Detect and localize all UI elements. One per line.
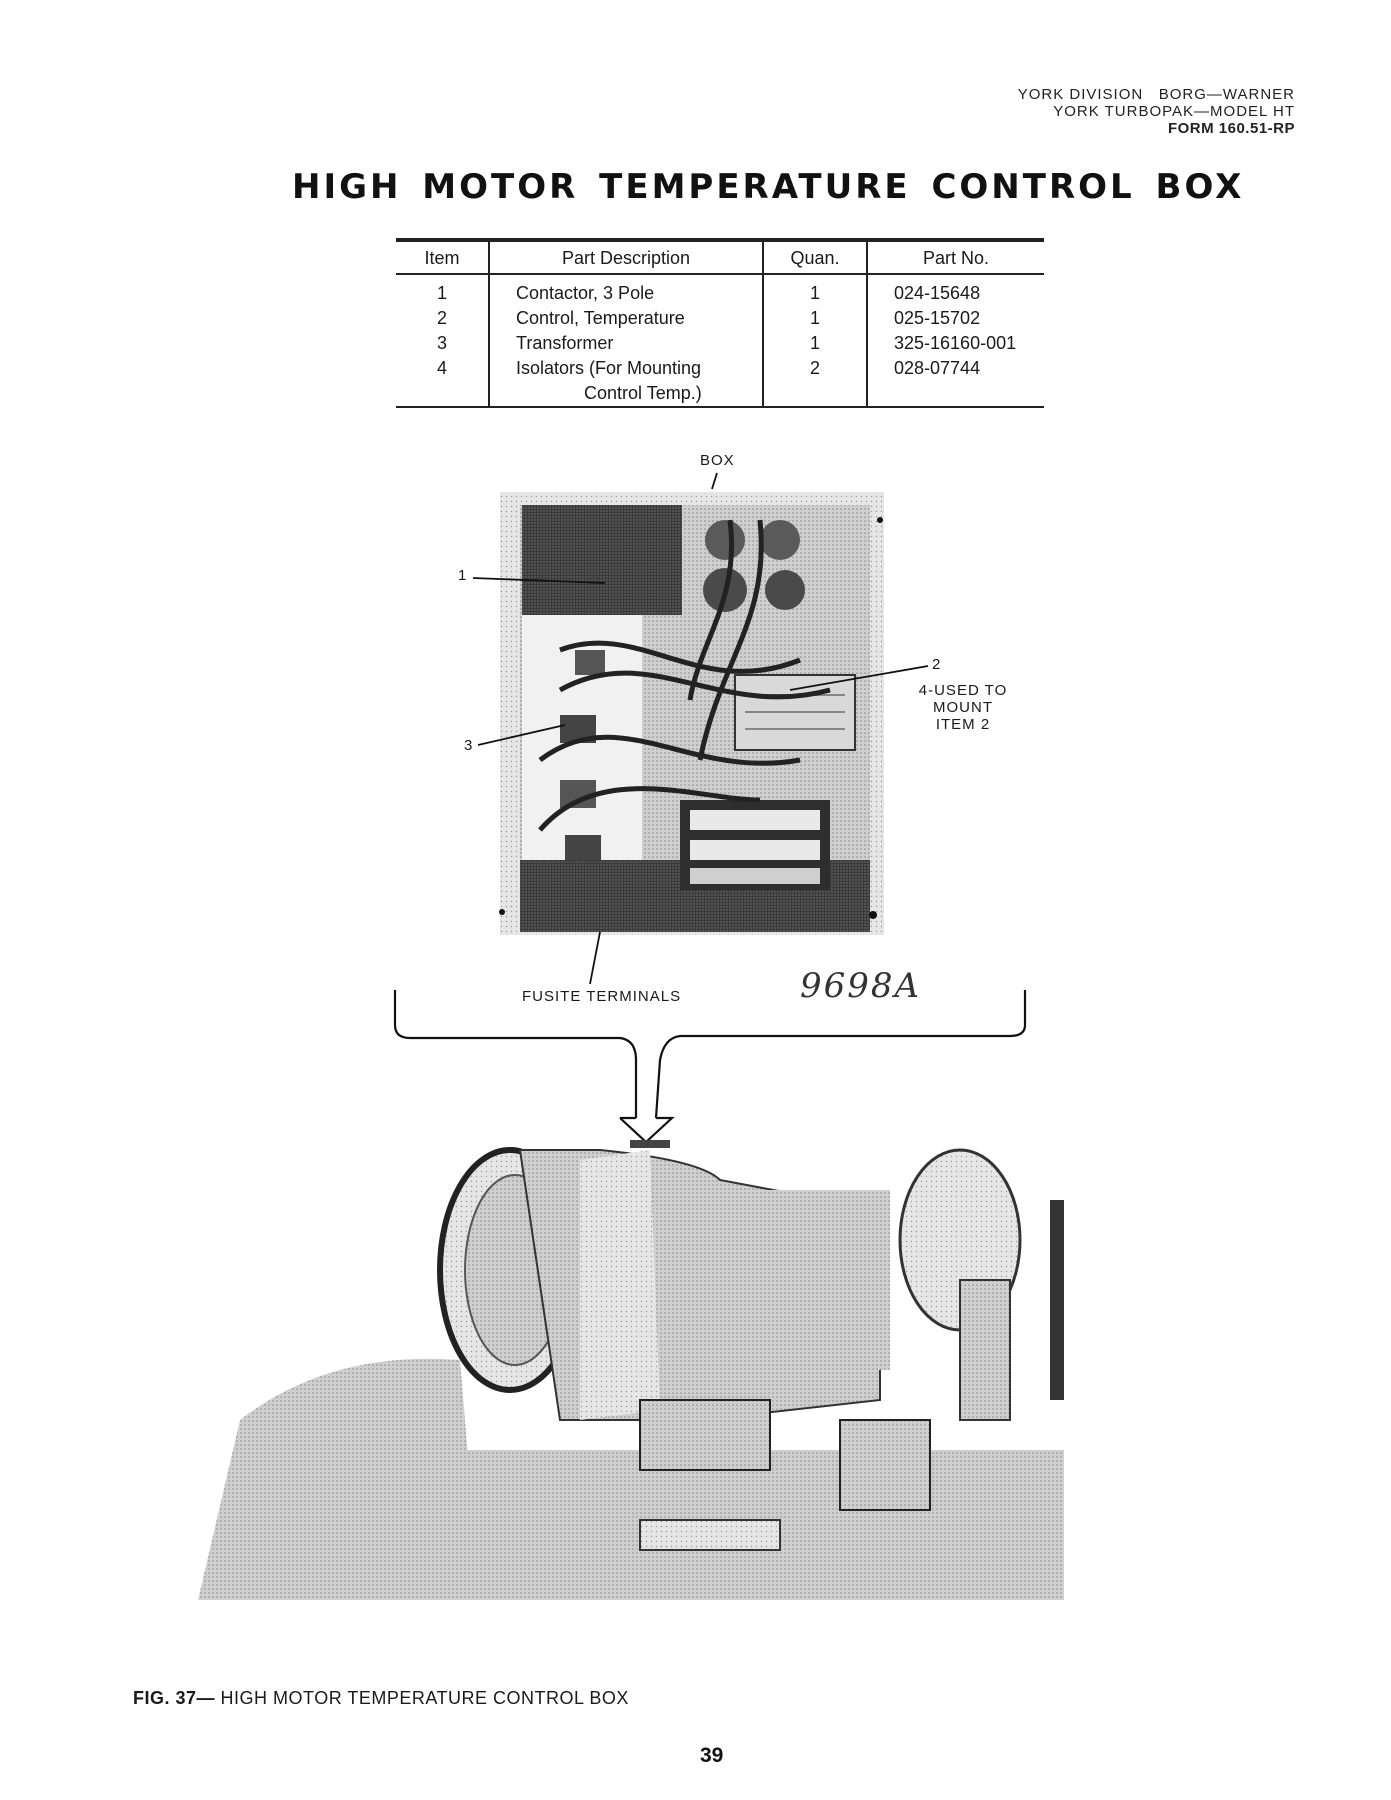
cell-description: Contactor, 3 Pole	[489, 274, 763, 306]
motor-assembly-photo	[198, 1140, 1064, 1600]
cell-description: Control, Temperature	[489, 306, 763, 331]
note-line: MOUNT	[933, 699, 993, 716]
header-form-number: FORM 160.51-RP	[1167, 120, 1295, 137]
cell-item: 2	[436, 308, 447, 328]
cell-part-no: 025-15702	[867, 306, 1044, 331]
control-box-photo	[499, 492, 884, 935]
cell-item: 4	[436, 358, 447, 378]
col-header-item: Item	[396, 240, 489, 274]
description-line-1: Isolators (For Mounting	[516, 358, 702, 378]
cell-quantity: 1	[763, 306, 867, 331]
cell-quantity: 1	[763, 331, 867, 356]
callout-fusite-terminals: FUSITE TERMINALS	[522, 988, 682, 1005]
callout-item-2-note	[908, 682, 1018, 733]
cell-quantity: 2	[763, 356, 867, 407]
callout-box-label: BOX	[700, 452, 735, 469]
cell-part-no: 028-07744	[867, 356, 1044, 407]
callout-item-2: 2	[932, 656, 942, 673]
cell-part-no: 024-15648	[867, 274, 1044, 306]
note-line: ITEM 2	[935, 716, 991, 733]
header-model: YORK TURBOPAK—MODEL HT	[1053, 103, 1295, 120]
col-header-part-no: Part No.	[867, 240, 1044, 274]
note-line: 4-USED TO	[918, 682, 1008, 699]
col-header-description: Part Description	[489, 240, 763, 274]
callout-item-1: 1	[458, 567, 468, 584]
col-header-quantity: Quan.	[763, 240, 867, 274]
figure-caption	[133, 1688, 629, 1709]
description-line-2: Control Temp.)	[584, 383, 702, 403]
figure-caption-text: HIGH MOTOR TEMPERATURE CONTROL BOX	[215, 1688, 629, 1708]
cell-item: 3	[436, 333, 447, 353]
callout-item-3: 3	[464, 737, 474, 754]
cell-quantity: 1	[763, 274, 867, 306]
cell-part-no: 325-16160-001	[867, 331, 1044, 356]
bracket-arrow	[395, 990, 1025, 1142]
page-number: 39	[700, 1744, 724, 1767]
handwritten-note: 9698A	[800, 966, 922, 1006]
cell-item: 1	[436, 283, 447, 303]
header-division: YORK DIVISION BORG—WARNER	[1017, 86, 1295, 103]
figure-number: FIG. 37—	[133, 1688, 216, 1708]
page-title: HIGH MOTOR TEMPERATURE CONTROL BOX	[292, 167, 1245, 207]
cell-description: Transformer	[489, 331, 763, 356]
